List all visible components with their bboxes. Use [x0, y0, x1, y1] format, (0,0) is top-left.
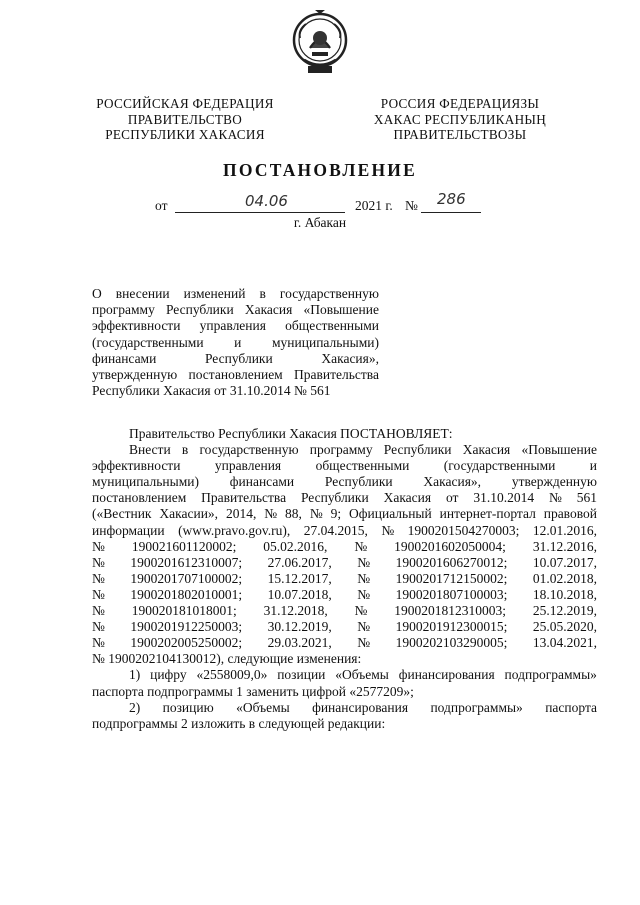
word: 1900201802010001;: [130, 586, 243, 602]
word: 10.07.2017,: [532, 554, 597, 570]
word: «Объемы: [236, 699, 290, 715]
handwritten-date: 04.06: [245, 192, 288, 210]
word: 1900201912300015;: [395, 619, 508, 635]
word: Республики: [383, 442, 452, 458]
word: №: [92, 538, 105, 554]
word: Правительства: [201, 490, 287, 506]
word: «2558009,0»: [196, 667, 268, 683]
word: программу: [309, 442, 373, 458]
date-underline: [175, 212, 345, 213]
word: №: [92, 619, 105, 635]
word: (www.pravo.gov.ru),: [178, 522, 291, 538]
word: Официальный: [349, 506, 432, 522]
word: 25.05.2020,: [532, 619, 597, 635]
word: 2): [129, 699, 141, 715]
body-paragraph: [92, 442, 597, 667]
header-left-line: РЕСПУБЛИКИ ХАКАСИЯ: [105, 127, 265, 142]
word: №: [92, 603, 105, 619]
word: подпрограммы»: [430, 699, 523, 715]
header-left-line: РОССИЙСКАЯ ФЕДЕРАЦИЯ: [96, 96, 274, 111]
word: 31.12.2016,: [532, 538, 597, 554]
word: 88,: [285, 506, 302, 522]
word: муниципальными): [92, 474, 199, 490]
document-body: [92, 426, 597, 732]
date-prefix: от: [155, 198, 168, 213]
handwritten-number: 286: [437, 190, 466, 208]
word: 1900201504270003;: [407, 522, 520, 538]
word: 27.06.2017,: [267, 554, 332, 570]
word: №: [264, 506, 278, 522]
word: информации: [92, 522, 165, 538]
body-line: [92, 555, 597, 571]
word: Хакасия: [462, 442, 511, 458]
word: №: [381, 522, 395, 538]
year-label: 2021 г.: [355, 198, 393, 213]
word: позиции: [277, 667, 326, 683]
word: 1900201812310003;: [394, 603, 506, 619]
word: и: [589, 458, 597, 474]
word: 1900202005250002;: [130, 635, 243, 651]
subject-line: О внесении изменений в государственную: [92, 286, 379, 301]
word: 25.12.2019,: [532, 603, 597, 619]
word: 05.02.2016,: [263, 538, 328, 554]
word: 13.04.2021,: [532, 635, 597, 651]
word: 1900201602050004;: [394, 538, 506, 554]
word: цифру: [150, 667, 187, 683]
word: 29.03.2021,: [267, 635, 332, 651]
word: в: [181, 442, 189, 458]
body-line: [92, 506, 597, 522]
resolve-line: Правительство Республики Хакасия ПОСТАНОВЛЯЕТ:: [129, 426, 453, 441]
word: №: [309, 506, 323, 522]
word: 1900201707100002;: [130, 570, 243, 586]
city: г. Абакан: [293, 215, 347, 230]
body-line: [92, 619, 597, 635]
body-line: № 1900202104130012), следующие изменения:: [92, 651, 362, 667]
word: №: [548, 490, 562, 506]
word: Республики: [324, 474, 393, 490]
word: 31.12.2018,: [263, 603, 328, 619]
word: («Вестник: [92, 506, 152, 522]
word: №: [92, 586, 105, 602]
word: эффективности: [92, 458, 181, 474]
word: утвержденную: [511, 474, 597, 490]
header-russian: [80, 96, 290, 143]
word: паспорта: [545, 699, 597, 715]
word: №: [357, 635, 371, 651]
document-title: ПОСТАНОВЛЕНИЕ: [223, 160, 417, 180]
word: государственную: [199, 442, 299, 458]
word: Хакасия: [383, 490, 432, 506]
word: 1900201712150002;: [395, 570, 508, 586]
body-line: [92, 603, 597, 619]
body-line: [92, 490, 597, 506]
amendment-item-2: [92, 700, 597, 732]
word: №: [357, 570, 371, 586]
word: 2014,: [225, 506, 257, 522]
number-sign: №: [405, 198, 418, 213]
word: постановлением: [92, 490, 187, 506]
body-line: [92, 635, 597, 651]
body-line: [92, 667, 597, 683]
word: Хакасии»,: [159, 506, 219, 522]
header-khakas: [355, 96, 565, 143]
word: №: [357, 554, 371, 570]
word: №: [92, 554, 105, 570]
word: 1900201606270012;: [395, 554, 508, 570]
body-line: паспорта подпрограммы 1 заменить цифрой «2577209»;: [92, 683, 414, 699]
word: позицию: [162, 699, 214, 715]
coat-of-arms-icon: [290, 8, 350, 80]
word: Республики: [300, 490, 369, 506]
body-line: [92, 539, 597, 555]
word: 1900201612310007;: [130, 554, 243, 570]
header-right-line: РОССИЯ ФЕДЕРАЦИЯЗЫ: [380, 96, 540, 111]
subject-line: финансами Республики Хакасия»,: [92, 350, 379, 366]
body-line: [92, 442, 597, 458]
header-right-line: ХАКАС РЕСПУБЛИКАНЫҢ: [373, 111, 547, 127]
word: Внести: [129, 442, 171, 458]
word: «Повышение: [521, 442, 597, 458]
number-underline: [421, 212, 481, 213]
subject-line: программу Республики Хакасия «Повышение: [92, 302, 379, 318]
word: 1900201807100003;: [395, 586, 508, 602]
word: 9;: [330, 506, 342, 522]
word: финансирования: [312, 699, 409, 715]
word: от: [445, 490, 459, 506]
word: №: [354, 538, 368, 554]
body-line: [92, 571, 597, 587]
word: управления: [214, 458, 282, 474]
word: финансирования: [398, 667, 495, 683]
word: №: [92, 635, 105, 651]
header-left-line: ПРАВИТЕЛЬСТВО: [127, 111, 243, 127]
word: 01.02.2018,: [532, 570, 597, 586]
word: Хакасия»,: [423, 474, 482, 490]
header-right-line: ПРАВИТЕЛЬСТВОЗЫ: [393, 127, 527, 142]
word: №: [354, 603, 368, 619]
word: общественными: [315, 458, 410, 474]
body-line: подпрограммы 2 изложить в следующей редакции:: [92, 715, 386, 731]
word: (государственными: [443, 458, 556, 474]
word: 15.12.2017,: [267, 570, 332, 586]
word: 27.04.2015,: [303, 522, 368, 538]
subject-line: утвержденную постановлением Правительства: [92, 367, 379, 383]
body-line: [92, 523, 597, 539]
word: «Объемы: [335, 667, 389, 683]
amendment-item-1: [92, 667, 597, 699]
word: 1900202103290005;: [395, 635, 508, 651]
word: финансами: [229, 474, 295, 490]
word: 30.12.2019,: [267, 619, 332, 635]
body-line: [92, 700, 597, 716]
document-subject: [92, 286, 379, 399]
body-line: [92, 474, 597, 490]
subject-line: эффективности управления общественными: [92, 318, 379, 334]
word: 561: [576, 490, 597, 506]
word: №: [357, 586, 371, 602]
word: 1): [129, 667, 141, 683]
word: 31.10.2014: [473, 490, 535, 506]
subject-line: Республики Хакасия от 31.10.2014 № 561: [92, 383, 331, 399]
word: №: [357, 619, 371, 635]
word: 190020181018001;: [131, 603, 237, 619]
word: №: [92, 570, 105, 586]
body-line: [92, 458, 597, 474]
word: 190021601120002;: [131, 538, 237, 554]
word: 1900201912250003;: [130, 619, 243, 635]
word: 18.10.2018,: [532, 586, 597, 602]
word: 10.07.2018,: [267, 586, 332, 602]
word: правовой: [543, 506, 597, 522]
word: 12.01.2016,: [532, 522, 597, 538]
word: подпрограммы»: [504, 667, 597, 683]
word: интернет-портал: [439, 506, 536, 522]
subject-line: (государственными и муниципальными): [92, 334, 379, 350]
body-line: [92, 587, 597, 603]
